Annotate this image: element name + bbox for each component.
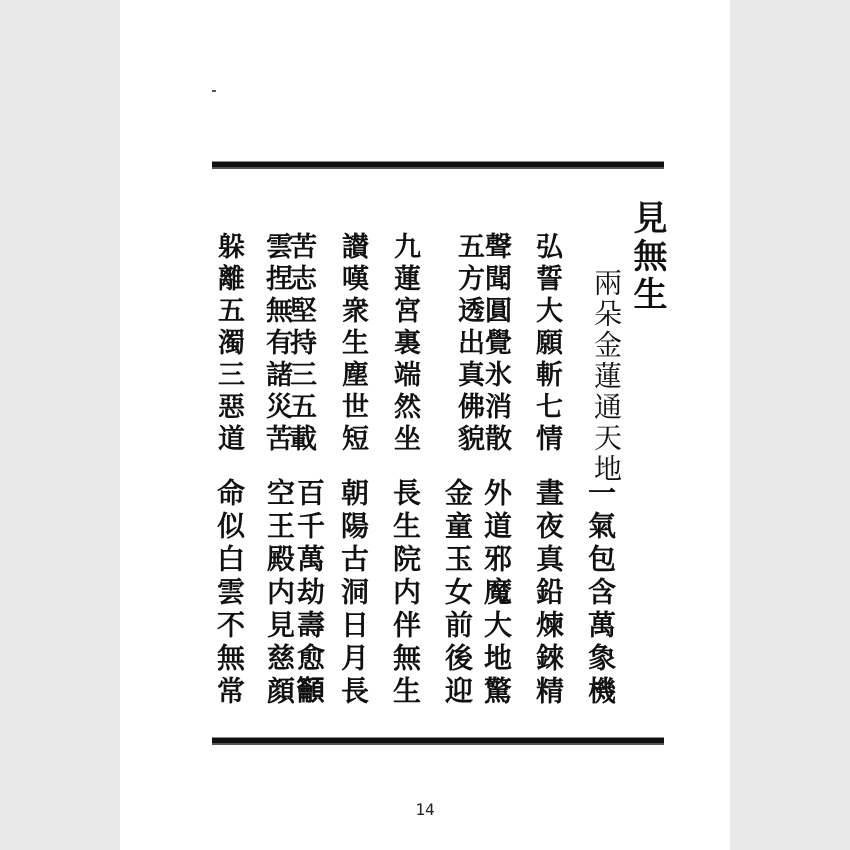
verse-column: 朝陽古洞日月長: [337, 478, 370, 709]
verse-column: 聲聞圓覺氷消散: [480, 232, 511, 456]
top-border-rule: [212, 162, 664, 167]
verse-column: 金童玉女前後迎: [441, 478, 474, 709]
verse-column: 命似白雲不無常: [213, 478, 246, 709]
ink-speck: [212, 90, 216, 92]
verse-column: 雲捏無有諸災苦: [261, 232, 292, 456]
verse-column: 一氣包含萬𧰼機: [584, 478, 617, 709]
verse-column: 九蓮宮裏端然坐: [389, 232, 420, 456]
bottom-border-rule: [212, 738, 664, 743]
verse-column: 五方透出真佛貌: [453, 232, 484, 456]
verse-column: 外道邪魔大地驚: [480, 478, 513, 709]
verse-column: 晝夜真鉛煉錸精: [532, 478, 565, 709]
verse-column: 長生院内伴無生: [389, 478, 422, 709]
verse-column: 弘誓大願斬七情: [531, 232, 562, 456]
verse-column: 百千萬劫壽愈𥸤: [293, 478, 326, 709]
verse-column: 躲離五濁三惡道: [213, 232, 244, 456]
verse-column: 苦志堅持三五載: [285, 232, 316, 456]
poem-title: 見無生: [627, 200, 667, 314]
verse-column: 讃嘆衆生塵世短: [337, 232, 368, 456]
poem-subtitle: 兩朵金蓮通天地: [590, 268, 623, 485]
verse-column: 空王殿内見慈顔: [263, 478, 296, 709]
page-sheet: [120, 0, 730, 850]
page-number: 14: [415, 800, 435, 819]
